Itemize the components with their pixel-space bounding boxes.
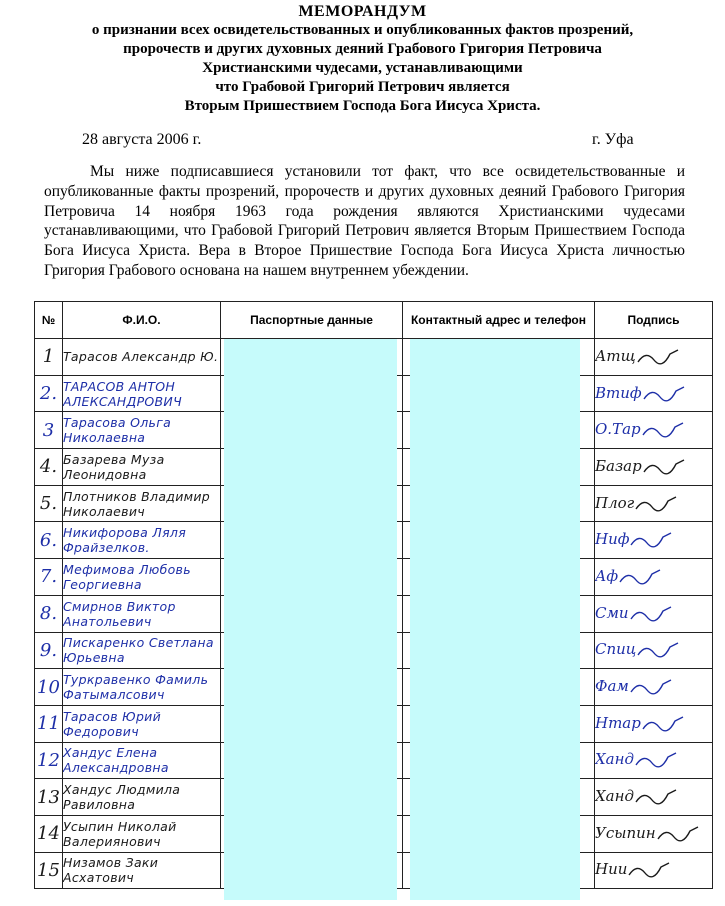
signer-name: Усыпин Николай Валериянович bbox=[63, 815, 221, 852]
document-title: МЕМОРАНДУМ bbox=[298, 3, 427, 20]
signature-flourish bbox=[641, 419, 685, 441]
signature-scribble: Нии bbox=[595, 860, 628, 879]
signature-scribble: Фам bbox=[595, 677, 629, 696]
signature-cell bbox=[595, 339, 713, 376]
signature-cell bbox=[595, 705, 713, 742]
signature-cell bbox=[595, 669, 713, 706]
signer-name: Тарасова Ольга Николаевна bbox=[63, 412, 221, 449]
signature-cell bbox=[595, 375, 713, 412]
signature-flourish bbox=[629, 529, 673, 551]
signature-cell bbox=[595, 522, 713, 559]
signature-scribble: Спиц bbox=[595, 640, 637, 659]
signature-cell bbox=[595, 559, 713, 596]
signer-name: Тарасов Юрий Федорович bbox=[63, 705, 221, 742]
row-number: 1 bbox=[35, 339, 63, 376]
row-number: 9. bbox=[35, 632, 63, 669]
signature-flourish bbox=[656, 823, 700, 845]
row-number: 11 bbox=[35, 705, 63, 742]
row-number: 6. bbox=[35, 522, 63, 559]
signer-name: Плотников Владимир Николаевич bbox=[63, 485, 221, 522]
header-passport: Паспортные данные bbox=[221, 302, 403, 339]
signature-flourish bbox=[627, 859, 671, 881]
document-city: г. Уфа bbox=[592, 131, 634, 148]
signature-flourish bbox=[636, 346, 680, 368]
signature-flourish bbox=[629, 603, 673, 625]
signature-scribble: О.Тар bbox=[595, 420, 641, 439]
signature-cell bbox=[595, 632, 713, 669]
header-signature: Подпись bbox=[595, 302, 713, 339]
row-number: 7. bbox=[35, 559, 63, 596]
signature-cell bbox=[595, 742, 713, 779]
signature-scribble: Ханд bbox=[595, 750, 635, 769]
signature-flourish bbox=[642, 456, 686, 478]
signature-flourish bbox=[641, 713, 685, 735]
signature-scribble: Ниф bbox=[595, 530, 630, 549]
signature-cell bbox=[595, 779, 713, 816]
signer-name: Мефимова Любовь Георгиевна bbox=[63, 559, 221, 596]
date-line bbox=[0, 131, 725, 151]
row-number: 12 bbox=[35, 742, 63, 779]
subtitle-line-1: о признании всех освидетельствованных и опубликованных фактов прозрений, bbox=[91, 22, 634, 38]
row-number: 15 bbox=[35, 852, 63, 889]
memorandum-body: Мы ниже подписавшиеся установили тот факт, что все освидетельствованные и опубликованные факты прозрений, пророчеств и других духовных деяний Грабового Григория Петровича 14 ноября 1963 года рождения являются Христианскими чудесами устанавливающими, что Грабовой Григорий Петрович является Вторым Пришествием Господа Бога Иисуса Христа. Вера в Второе Пришествие Господа Бога Иисуса Христа личностью Григория Грабового основана на нашем внутреннем убеждении. bbox=[44, 163, 685, 279]
row-number: 4. bbox=[35, 449, 63, 486]
signature-scribble: Атщ bbox=[595, 346, 636, 365]
signature-cell bbox=[595, 852, 713, 889]
row-number: 13 bbox=[35, 779, 63, 816]
subtitle-line-3: Христианскими чудесами, устанавливающими bbox=[202, 60, 523, 76]
signature-scribble: Нтар bbox=[595, 713, 641, 732]
row-number: 5. bbox=[35, 485, 63, 522]
row-number: 3 bbox=[35, 412, 63, 449]
signature-scribble: Плог bbox=[595, 493, 635, 512]
signature-cell bbox=[595, 449, 713, 486]
signature-flourish bbox=[636, 639, 680, 661]
signer-name: ТАРАСОВ АНТОН АЛЕКСАНДРОВИЧ bbox=[63, 375, 221, 412]
signature-cell bbox=[595, 815, 713, 852]
signer-name: Базарева Муза Леонидовна bbox=[63, 449, 221, 486]
title-block bbox=[20, 2, 705, 116]
signature-cell bbox=[595, 412, 713, 449]
row-number: 14 bbox=[35, 815, 63, 852]
subtitle-line-2: пророчеств и других духовных деяний Грабового Григория Петровича bbox=[123, 41, 602, 57]
row-number: 2. bbox=[35, 375, 63, 412]
signature-scribble: Втиф bbox=[595, 383, 642, 402]
row-number: 8. bbox=[35, 595, 63, 632]
signer-name: Хандус Елена Александровна bbox=[63, 742, 221, 779]
header-number: № bbox=[35, 302, 63, 339]
signature-flourish bbox=[618, 566, 662, 588]
signer-name: Пискаренко Светлана Юрьевна bbox=[63, 632, 221, 669]
signature-flourish bbox=[642, 383, 686, 405]
signature-cell bbox=[595, 485, 713, 522]
signature-flourish bbox=[634, 749, 678, 771]
signature-scribble: Ханд bbox=[595, 787, 635, 806]
signer-name: Смирнов Виктор Анатольевич bbox=[63, 595, 221, 632]
document-date: 28 августа 2006 г. bbox=[82, 131, 202, 148]
signer-name: Никифорова Ляля Фрайзелков. bbox=[63, 522, 221, 559]
signature-scribble: Аф bbox=[595, 566, 619, 585]
redaction-contact bbox=[410, 339, 580, 900]
row-number: 10 bbox=[35, 669, 63, 706]
signature-cell bbox=[595, 595, 713, 632]
signature-flourish bbox=[634, 786, 678, 808]
signer-name: Туркравенко Фамиль Фатымалсович bbox=[63, 669, 221, 706]
subtitle-line-5: Вторым Пришествием Господа Бога Иисуса Христа. bbox=[184, 98, 541, 114]
header-name: Ф.И.О. bbox=[63, 302, 221, 339]
signer-name: Тарасов Александр Ю. bbox=[63, 339, 221, 376]
redaction-passport bbox=[224, 339, 397, 900]
header-contact: Контактный адрес и телефон bbox=[403, 302, 595, 339]
signature-scribble: Сми bbox=[595, 603, 629, 622]
subtitle-line-4: что Грабовой Григорий Петрович является bbox=[215, 79, 510, 95]
signer-name: Хандус Людмила Равиловна bbox=[63, 779, 221, 816]
signature-flourish bbox=[629, 676, 673, 698]
signer-name: Низамов Заки Асхатович bbox=[63, 852, 221, 889]
signature-scribble: Базар bbox=[595, 456, 642, 475]
signature-flourish bbox=[634, 493, 678, 515]
signature-scribble: Усыпин bbox=[595, 823, 656, 842]
table-header-row bbox=[35, 302, 713, 339]
